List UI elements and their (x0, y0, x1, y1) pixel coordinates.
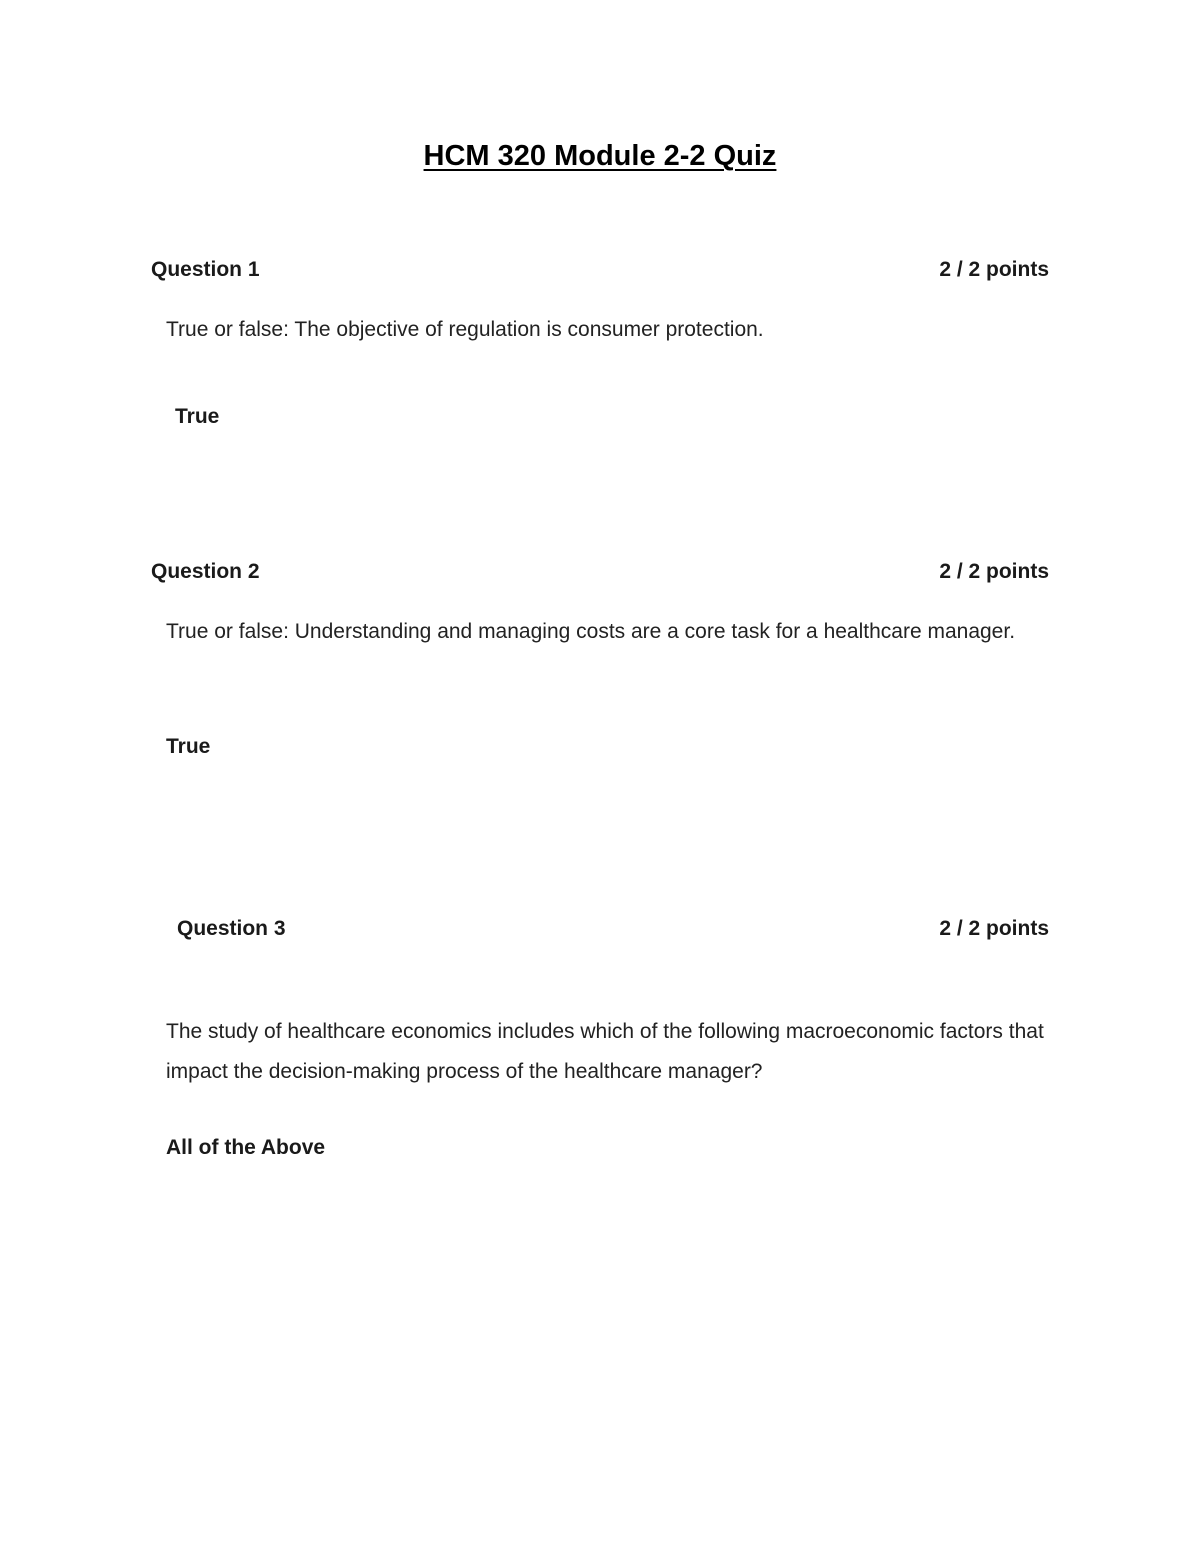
question-1-text: True or false: The objective of regulation is consumer protection. (166, 318, 764, 341)
question-3-answer: All of the Above (166, 1136, 326, 1159)
question-2-text: True or false: Understanding and managing costs are a core task for a healthcare manager. (166, 620, 1016, 643)
page-title-text: HCM 320 Module 2-2 Quiz (423, 140, 777, 172)
question-2-answer: True (166, 735, 211, 758)
question-1-points: 2 / 2 points (939, 258, 1049, 281)
question-3-points: 2 / 2 points (939, 917, 1049, 940)
question-2-label: Question 2 (151, 560, 260, 583)
question-1-header (151, 258, 1049, 282)
question-3-header (151, 917, 1049, 941)
question-1-label: Question 1 (151, 258, 260, 281)
question-3-label: Question 3 (177, 917, 286, 940)
question-2-header (151, 560, 1049, 584)
question-2-points: 2 / 2 points (939, 560, 1049, 583)
question-1-answer: True (175, 405, 220, 428)
question-3-text: The study of healthcare economics includes which of the following macroeconomic factors that impact the decision-making process of the healthcare manager? (166, 1020, 1044, 1083)
page-title (0, 140, 1200, 173)
